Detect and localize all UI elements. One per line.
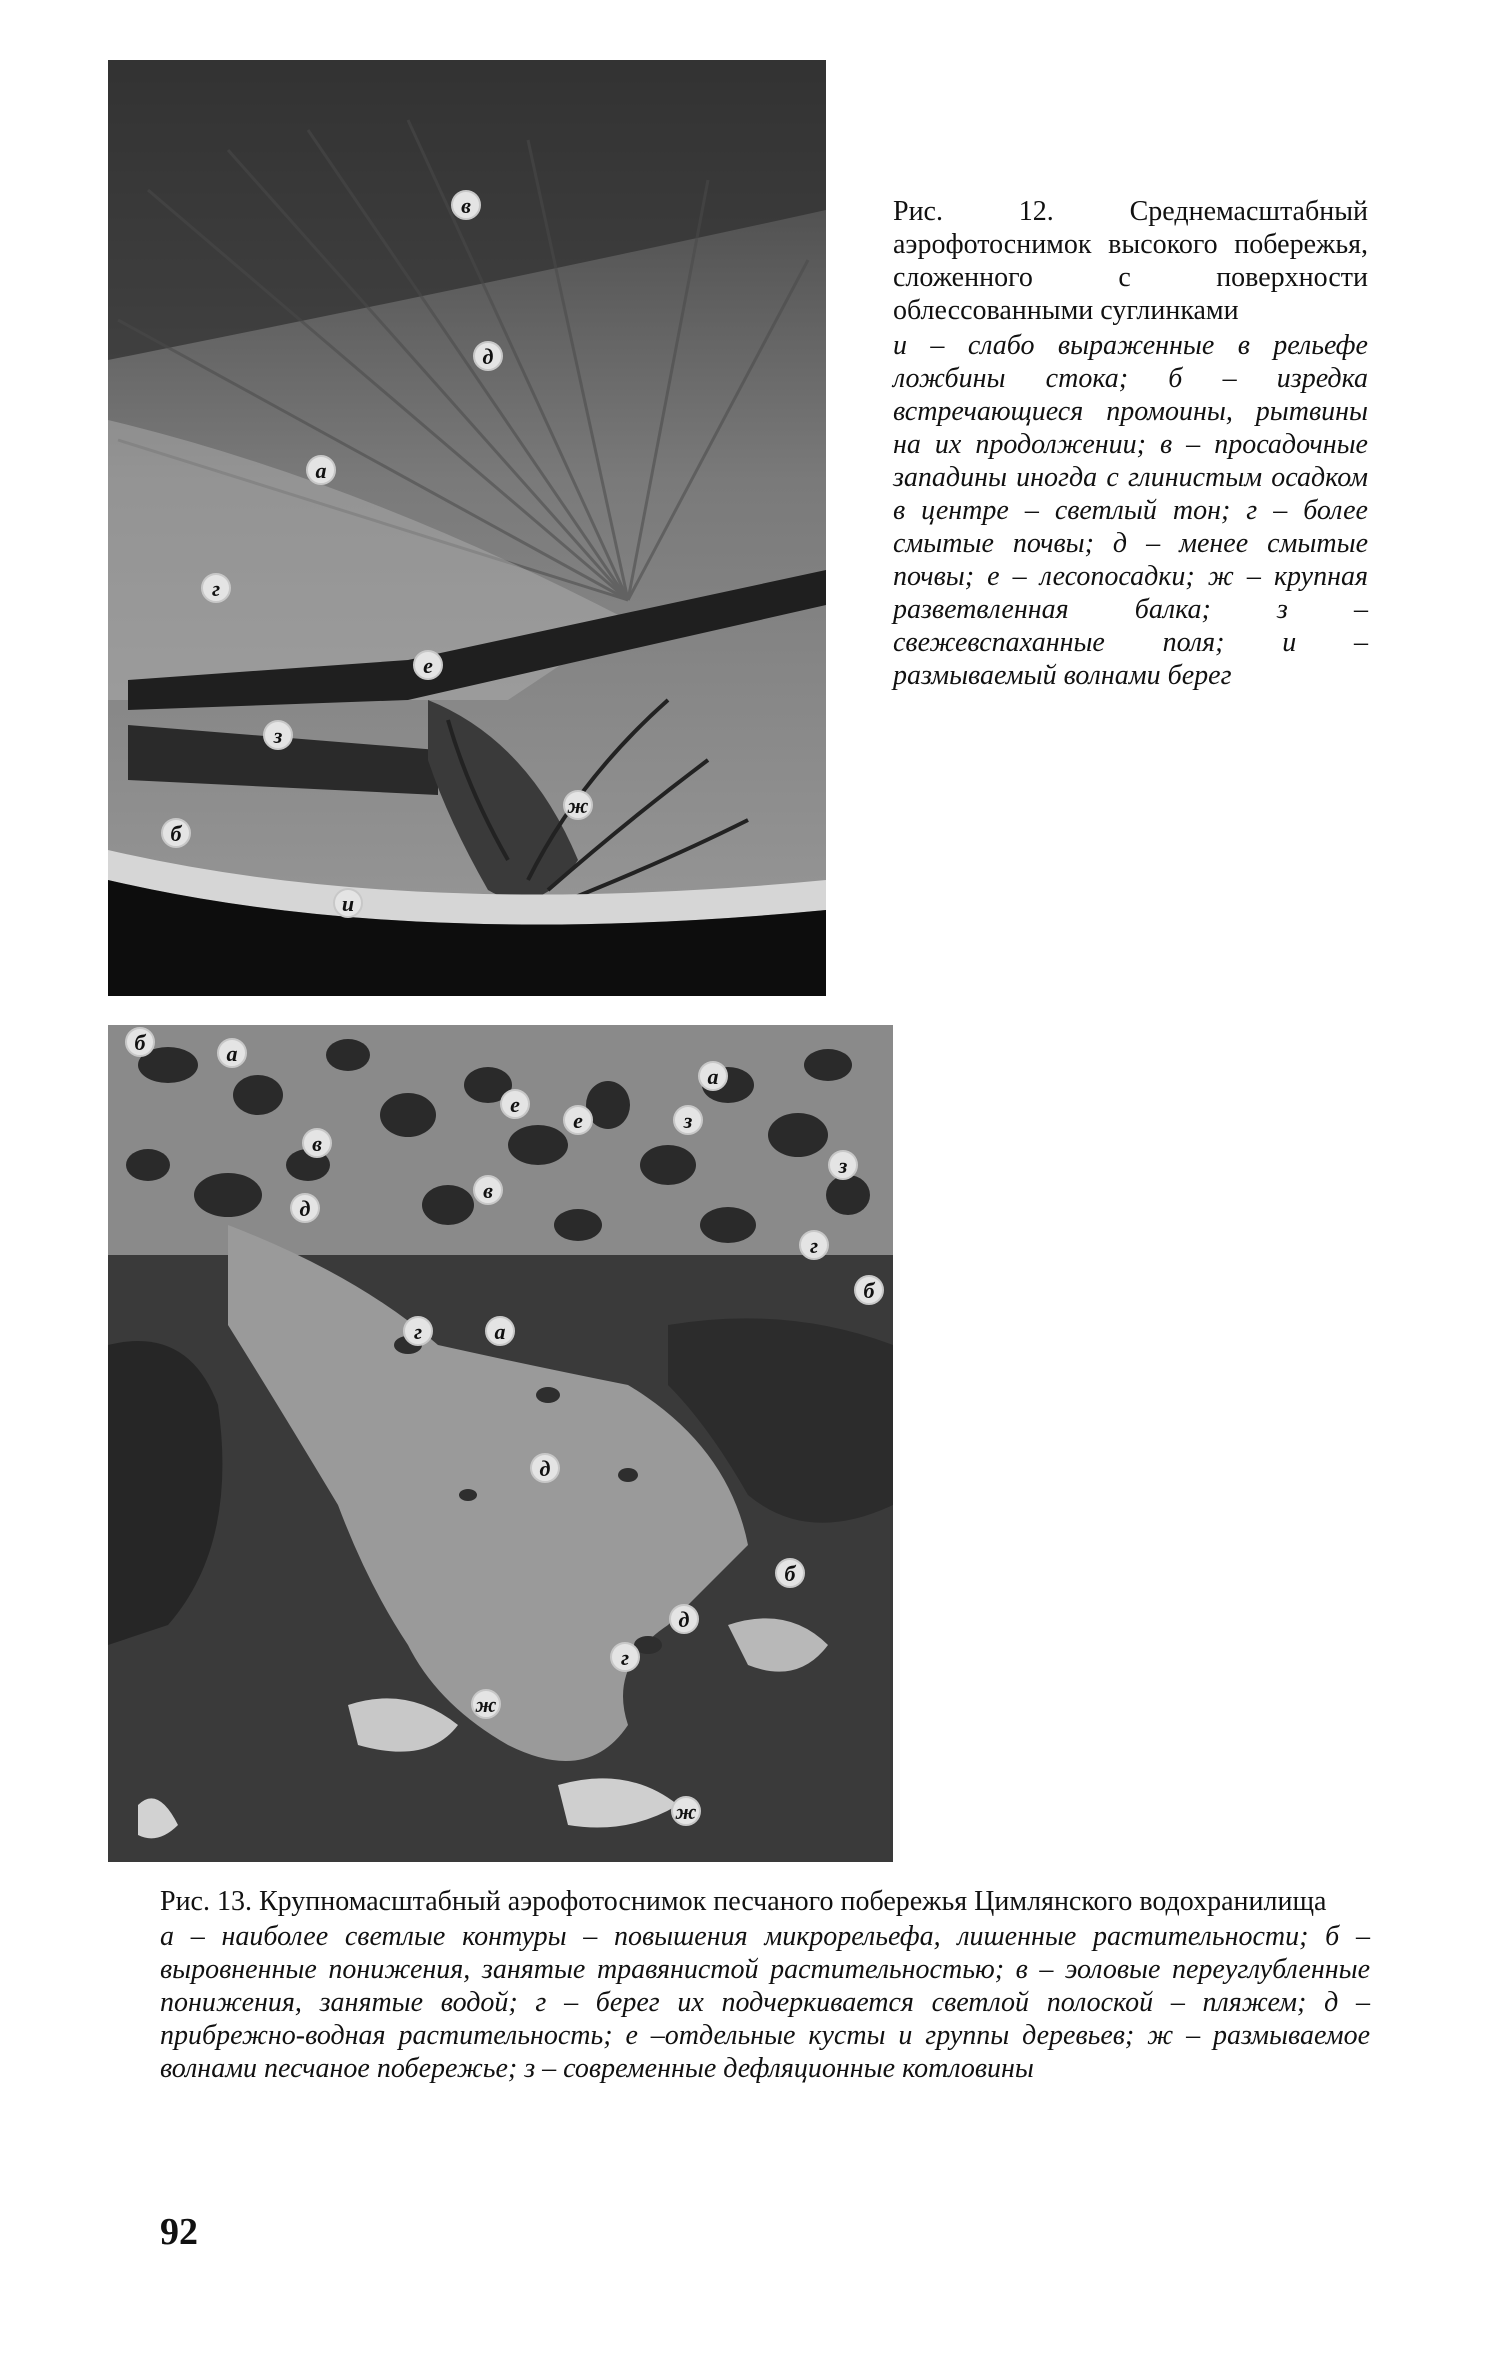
fig13-marker-g3: г [610,1642,640,1672]
fig13-marker-zh1: ж [471,1689,501,1719]
fig12-marker-zh: ж [563,790,593,820]
fig12-marker-d: д [473,341,503,371]
figure12-title: Рис. 12. Среднемасштабный аэрофотоснимок высокого побережья, сложенного с поверхности облессованными суглинками [893,196,1368,326]
fig12-marker-a: а [306,455,336,485]
fig13-marker-e2: е [563,1105,593,1135]
fig13-marker-v1: в [302,1128,332,1158]
aerial-photo-fig12 [108,60,826,996]
fig13-marker-g1: г [799,1230,829,1260]
fig13-marker-d3: д [669,1604,699,1634]
fig12-marker-i: и [333,888,363,918]
fig13-marker-d2: д [530,1453,560,1483]
aerial-photo-fig13 [108,1025,893,1862]
figure13-legend: а – наиболее светлые контуры – повышения микрорельефа, лишенные растительности; б – выровненные понижения, занятые травянистой растительностью; в – эоловые переуглубленные понижения, занятые водой; г – берег их подчеркивается светлой полоской – пляжем; д – прибрежно-водная растительность; е –отдельные кусты и группы деревьев; ж – размываемое волнами песчаное побережье; з – современные дефляционные котловины [160,1921,1370,2084]
figure12-caption [893,195,1368,692]
aerial-photo-fig13-drawing [108,1025,893,1862]
fig13-marker-b3: б [775,1558,805,1588]
figure12-legend: и – слабо выраженные в рельефе ложбины стока; б – изредка встречающиеся промоины, рытвины на их продолжении; в – просадочные западины иногда с глинистым осадком в центре – светлый тон; г – более смытые почвы; д – менее смытые почвы; е – лесопосадки; ж – крупная разветвленная балка; з – свежевспаханные поля; и – размываемый волнами берег [893,330,1368,691]
fig13-marker-e1: е [500,1089,530,1119]
fig13-marker-z1: з [673,1105,703,1135]
fig13-marker-a1: а [217,1038,247,1068]
fig13-marker-b1: б [125,1027,155,1057]
fig12-marker-z: з [263,720,293,750]
fig13-marker-zh2: ж [671,1796,701,1826]
fig13-marker-b2: б [854,1275,884,1305]
fig12-marker-b: б [161,818,191,848]
fig12-marker-e: е [413,650,443,680]
fig13-marker-a2: а [698,1061,728,1091]
fig13-marker-a3: а [485,1316,515,1346]
page-number: 92 [160,2211,198,2253]
figure13-caption [160,1885,1370,2085]
figure13-title: Рис. 13. Крупномасштабный аэрофотоснимок песчаного побережья Цимлянского водохранилища [160,1886,1327,1917]
fig13-marker-v2: в [473,1175,503,1205]
fig12-marker-v: в [451,190,481,220]
fig13-marker-z2: з [828,1150,858,1180]
fig12-marker-g: г [201,573,231,603]
fig13-marker-g2: г [403,1316,433,1346]
fig13-marker-d1: д [290,1193,320,1223]
